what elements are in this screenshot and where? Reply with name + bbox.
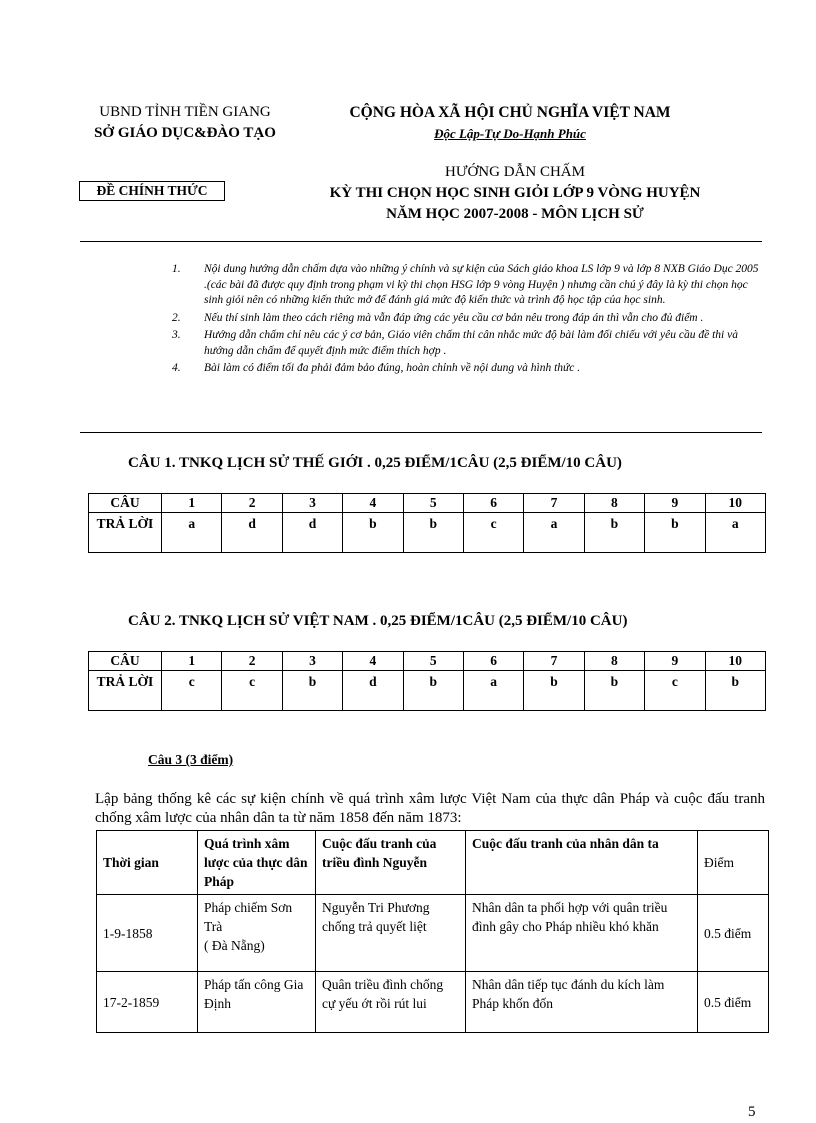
q1-num: 5 [403,494,463,513]
q1-num: 9 [645,494,705,513]
q2-answer: c [645,671,705,711]
authority-line-2: SỞ GIÁO DỤC&ĐÀO TẠO [94,125,276,141]
doc-title-2: KỲ THI CHỌN HỌC SINH GIỎI LỚP 9 VÒNG HUYỆN [329,185,701,201]
q1-answer: a [524,513,584,553]
q1-number-row [89,494,766,513]
q1-answer-row [89,513,766,553]
table-row [97,895,769,972]
events-table [96,830,769,1033]
q2-number-row [89,652,766,671]
q1-title: CÂU 1. TNKQ LỊCH SỬ THẾ GIỚI . 0,25 ĐIỂM/1CÂU (2,5 ĐIỂM/10 CÂU) [128,455,622,471]
event-people: Nhân dân ta phối hợp với quân triều đình gây cho Pháp nhiều khó khăn [466,895,698,972]
q1-answer: a [705,513,765,553]
table-row [97,972,769,1033]
grading-notes [172,262,762,379]
q2-answer: c [222,671,282,711]
header-score: Điểm [698,831,769,895]
document-titles [290,162,740,225]
q1-num: 1 [162,494,222,513]
q3-title: Câu 3 (3 điểm) [148,752,234,767]
doc-title-3: NĂM HỌC 2007-2008 - MÔN LỊCH SỬ [386,206,644,222]
note-item: 4. Bài làm có điểm tối đa phải đảm bảo đúng, hoàn chỉnh về nội dung và hình thức . [172,362,581,374]
q2-answer: b [584,671,644,711]
q1-answer-table [88,493,766,553]
q2-answer: b [403,671,463,711]
note-item: 3. Hướng dẫn chấm chỉ nêu các ý cơ bản, Giáo viên chấm thi cân nhắc mức độ bài làm đối chiếu với yêu cầu đề thi và hướng dẫn chấm để quyết định mức điểm thích hợp . [172,329,738,357]
q2-label-question: CÂU [89,652,162,671]
q2-answer-row [89,671,766,711]
national-heading [330,102,690,144]
doc-title-1: HƯỚNG DẪN CHẤM [445,164,585,180]
header-invasion: Quá trình xâm lược của thực dân Pháp [198,831,316,895]
event-invasion: Pháp tấn công Gia Định [198,972,316,1033]
q1-answer: b [343,513,403,553]
q1-answer: b [403,513,463,553]
national-title: CỘNG HÒA XÃ HỘI CHỦ NGHĨA VIỆT NAM [349,104,671,121]
event-people: Nhân dân tiếp tục đánh du kích làm Pháp khốn đốn [466,972,698,1033]
q1-num: 7 [524,494,584,513]
note-item: 2. Nếu thí sinh làm theo cách riêng mà vẫn đáp ứng các yêu cầu cơ bản nêu trong đáp án thì vẫn cho đủ điểm . [172,311,704,324]
event-time: 1-9-1858 [97,895,198,972]
event-score: 0.5 điểm [698,972,769,1033]
event-court: Nguyễn Tri Phương chống trả quyết liệt [316,895,466,972]
events-header-row [97,831,769,895]
header-court: Cuộc đấu tranh của triều đình Nguyễn [316,831,466,895]
q1-answer: d [222,513,282,553]
divider-top [80,241,762,242]
q1-num: 2 [222,494,282,513]
event-score: 0.5 điểm [698,895,769,972]
q2-answer: b [282,671,342,711]
q2-num: 7 [524,652,584,671]
q1-answer: c [463,513,523,553]
q2-answer: c [162,671,222,711]
q1-answer: d [282,513,342,553]
q2-num: 3 [282,652,342,671]
q2-title: CÂU 2. TNKQ LỊCH SỬ VIỆT NAM . 0,25 ĐIỂM/1CÂU (2,5 ĐIỂM/10 CÂU) [128,613,628,629]
q3-intro: Lập bảng thống kê các sự kiện chính về quá trình xâm lược Việt Nam của thực dân Pháp và cuộc đấu tranh chống xâm lược của nhân dân ta từ năm 1858 đến năm 1873: [95,791,765,826]
q2-num: 6 [463,652,523,671]
q1-num: 6 [463,494,523,513]
q2-answer: b [705,671,765,711]
event-court: Quân triều đình chống cự yếu ớt rồi rút lui [316,972,466,1033]
q1-label-answer: TRẢ LỜI [89,513,162,553]
q2-answer: d [343,671,403,711]
page-number: 5 [748,1104,756,1120]
q2-label-answer: TRẢ LỜI [89,671,162,711]
q2-answer: b [524,671,584,711]
divider-bottom [80,432,762,433]
q1-answer: b [645,513,705,553]
header-people: Cuộc đấu tranh của nhân dân ta [466,831,698,895]
header-time: Thời gian [97,831,198,895]
q2-num: 9 [645,652,705,671]
q1-num: 8 [584,494,644,513]
national-motto: Độc Lập-Tự Do-Hạnh Phúc [434,126,586,141]
q1-answer: b [584,513,644,553]
q2-num: 4 [343,652,403,671]
q2-num: 1 [162,652,222,671]
note-item: 1. Nội dung hướng dẫn chấm dựa vào những ý chính và sự kiện của Sách giáo khoa LS lớp 9 và lớp 8 NXB Giáo Dục 2005 .(các bài đã được quy định trong phạm vi kỳ thi chọn HSG lớp 9 vòng Huyện ) nhưng cần chú ý đây là kỳ thi chọn học sinh giỏi nên có những kiến thức mở để đánh giá mức độ kiến thức và trình độ học tập của học sinh. [172,263,759,306]
q2-answer: a [463,671,523,711]
q1-num: 4 [343,494,403,513]
q2-answer-table [88,651,766,711]
issuing-authority [60,102,310,144]
q1-label-question: CÂU [89,494,162,513]
q2-num: 5 [403,652,463,671]
authority-line-1: UBND TỈNH TIỀN GIANG [99,104,271,120]
q1-num: 3 [282,494,342,513]
q2-num: 10 [705,652,765,671]
q2-num: 2 [222,652,282,671]
official-label: ĐỀ CHÍNH THỨC [79,181,225,201]
q1-answer: a [162,513,222,553]
q2-num: 8 [584,652,644,671]
event-time: 17-2-1859 [97,972,198,1033]
q1-num: 10 [705,494,765,513]
event-invasion: Pháp chiếm Sơn Trà ( Đà Nẵng) [198,895,316,972]
